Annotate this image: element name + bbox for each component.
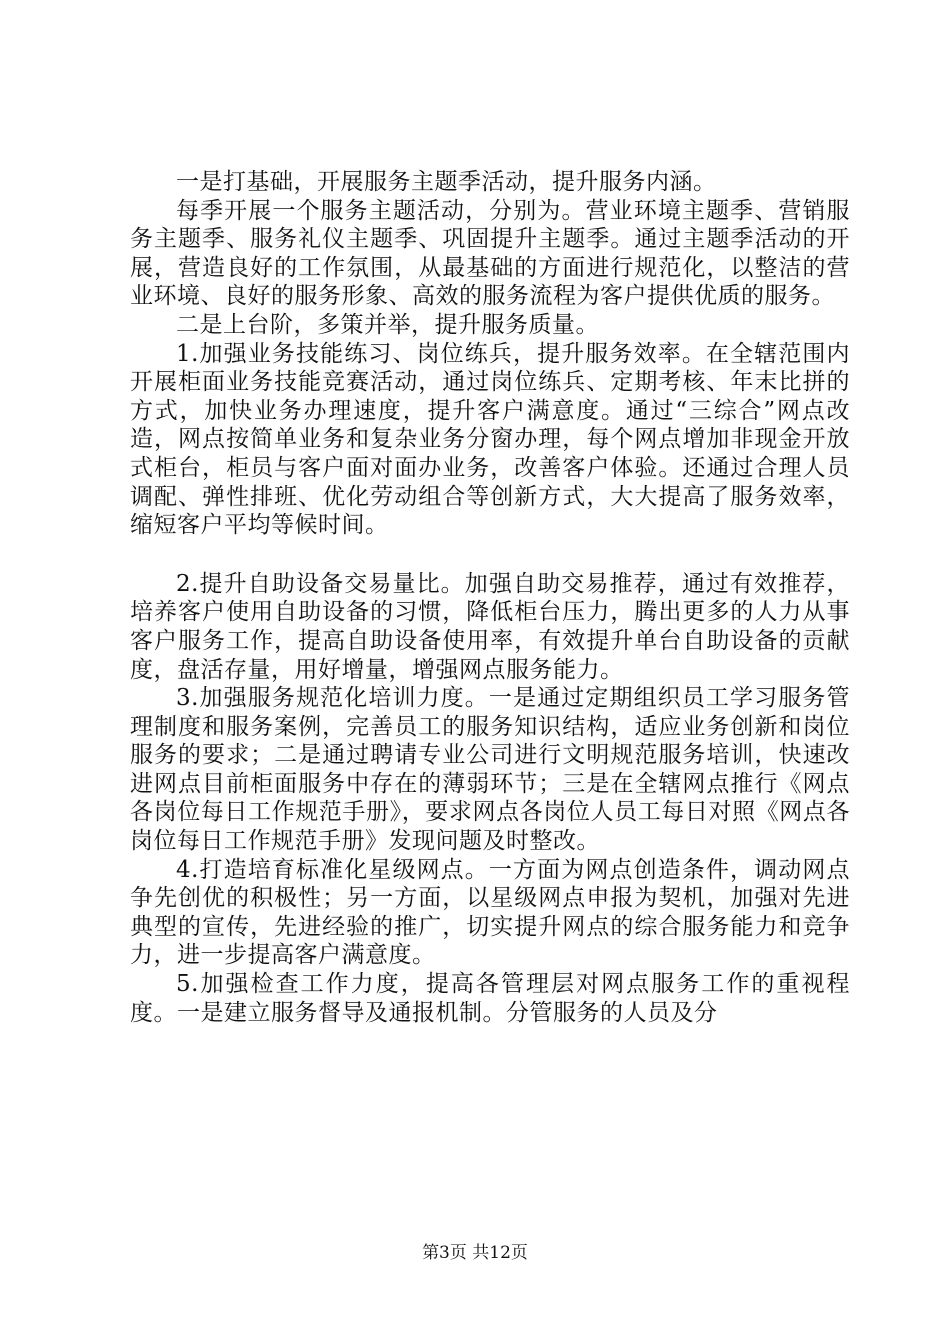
paragraph-1: 一是打基础，开展服务主题季活动，提升服务内涵。 [176, 169, 717, 195]
paragraph-7: 4.打造培育标准化星级网点。一方面为网点创造条件，调动网点争先创优的积极性；另一方面，以星级网点申报为契机，加强对先进典型的宣传，先进经验的推广，切实提升网点的综合服务能力和竞争力，进一步提高客户满意度。 [130, 856, 850, 969]
paragraph-6: 3.加强服务规范化培训力度。一是通过定期组织员工学习服务管理制度和服务案例，完善员工的服务知识结构，适应业务创新和岗位服务的要求；二是通过聘请专业公司进行文明规范服务培训，快速改进网点目前柜面服务中存在的薄弱环节；三是在全辖网点推行《网点各岗位每日工作规范手册》，要求网点各岗位人员工每日对照《网点各岗位每日工作规范手册》发现问题及时整改。 [130, 685, 850, 855]
paragraph-8: 5.加强检查工作力度，提高各管理层对网点服务工作的重视程度。一是建立服务督导及通报机制。分管服务的人员及分 [130, 971, 850, 1026]
document-body [130, 168, 850, 1027]
paragraph-2: 每季开展一个服务主题活动，分别为。营业环境主题季、营销服务主题季、服务礼仪主题季、巩固提升主题季。通过主题季活动的开展，营造良好的工作氛围，从最基础的方面进行规范化，以整洁的营业环境、良好的服务形象、高效的服务流程为客户提供优质的服务。 [130, 197, 850, 310]
page-footer: 第3页 共12页 [422, 1243, 528, 1263]
paragraph-4: 1.加强业务技能练习、岗位练兵，提升服务效率。在全辖范围内开展柜面业务技能竞赛活动，通过岗位练兵、定期考核、年末比拼的方式，加快业务办理速度，提升客户满意度。通过“三综合”网点改造，网点按简单业务和复杂业务分窗办理，每个网点增加非现金开放式柜台，柜员与客户面对面办业务，改善客户体验。还通过合理人员调配、弹性排班、优化劳动组合等创新方式，大大提高了服务效率，缩短客户平均等候时间。 [130, 340, 850, 539]
paragraph-5: 2.提升自助设备交易量比。加强自助交易推荐，通过有效推荐，培养客户使用自助设备的习惯，降低柜台压力，腾出更多的人力从事客户服务工作，提高自助设备使用率，有效提升单台自助设备的贡献度，盘活存量，用好增量，增强网点服务能力。 [130, 570, 850, 683]
paragraph-3: 二是上台阶，多策并举，提升服务质量。 [176, 311, 599, 338]
